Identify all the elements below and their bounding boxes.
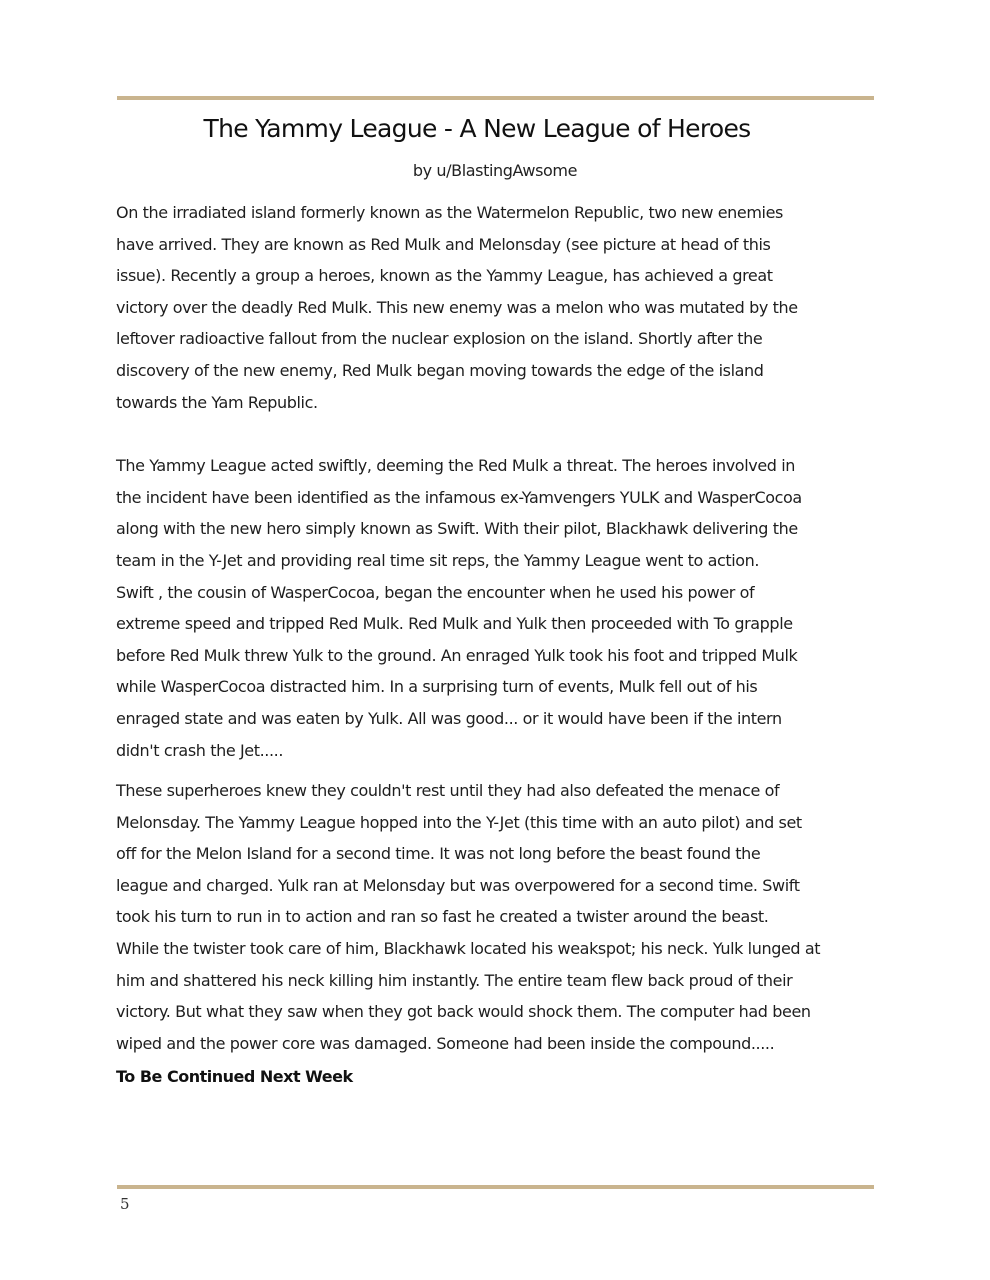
paragraph-spacer <box>116 418 886 450</box>
text-line: didn't crash the Jet..... <box>116 740 284 760</box>
text-line: victory. But what they saw when they got back would shock them. The computer had been <box>116 1002 811 1022</box>
text-line: Melonsday. The Yammy League hopped into the Y-Jet (this time with an auto pilot) and set <box>116 812 802 832</box>
text-line: wiped and the power core was damaged. Someone had been inside the compound..... <box>116 1033 775 1053</box>
top-rule <box>117 96 874 100</box>
text-line: towards the Yam Republic. <box>116 392 318 412</box>
text-line: victory over the deadly Red Mulk. This new enemy was a melon who was mutated by the <box>116 297 798 317</box>
paragraph-2 <box>116 450 886 766</box>
article-body <box>116 197 886 1059</box>
text-line: leftover radioactive fallout from the nuclear explosion on the island. Shortly after the <box>116 329 763 349</box>
text-line: enraged state and was eaten by Yulk. All was good... or it would have been if the intern <box>116 708 782 728</box>
bottom-rule <box>117 1185 874 1189</box>
page-number: 5 <box>120 1195 130 1213</box>
paragraph-spacer <box>116 766 886 775</box>
text-line: while WasperCocoa distracted him. In a surprising turn of events, Mulk fell out of his <box>116 677 758 697</box>
text-line: discovery of the new enemy, Red Mulk began moving towards the edge of the island <box>116 360 764 380</box>
text-line: While the twister took care of him, Blackhawk located his weakspot; his neck. Yulk lunged at <box>116 939 821 959</box>
continued-notice: To Be Continued Next Week <box>116 1067 353 1086</box>
text-line: have arrived. They are known as Red Mulk and Melonsday (see picture at head of this <box>116 234 771 254</box>
text-line: took his turn to run in to action and ran so fast he created a twister around the beast. <box>116 907 769 927</box>
text-line: The Yammy League acted swiftly, deeming the Red Mulk a threat. The heroes involved in <box>116 456 795 476</box>
text-line: extreme speed and tripped Red Mulk. Red Mulk and Yulk then proceeded with To grapple <box>116 614 793 634</box>
article-byline: by u/BlastingAwsome <box>412 161 578 180</box>
text-line: off for the Melon Island for a second time. It was not long before the beast found the <box>116 844 761 864</box>
article-title: The Yammy League - A New League of Heroes <box>203 114 751 143</box>
paragraph-3 <box>116 775 886 1059</box>
text-line: On the irradiated island formerly known as the Watermelon Republic, two new enemies <box>116 203 783 222</box>
text-line: before Red Mulk threw Yulk to the ground. An enraged Yulk took his foot and tripped Mulk <box>116 645 798 665</box>
text-line: These superheroes knew they couldn't rest until they had also defeated the menace of <box>116 781 780 801</box>
text-line: team in the Y-Jet and providing real time sit reps, the Yammy League went to action. <box>116 550 760 570</box>
paragraph-1 <box>116 197 886 418</box>
text-line: Swift , the cousin of WasperCocoa, began the encounter when he used his power of <box>116 582 755 602</box>
text-line: issue). Recently a group a heroes, known as the Yammy League, has achieved a great <box>116 266 773 286</box>
text-line: the incident have been identified as the infamous ex-Yamvengers YULK and WasperCocoa <box>116 487 802 507</box>
text-line: league and charged. Yulk ran at Melonsday but was overpowered for a second time. Swift <box>116 875 800 895</box>
text-line: along with the new hero simply known as Swift. With their pilot, Blackhawk delivering the <box>116 519 798 539</box>
text-line: him and shattered his neck killing him instantly. The entire team flew back proud of their <box>116 970 793 990</box>
